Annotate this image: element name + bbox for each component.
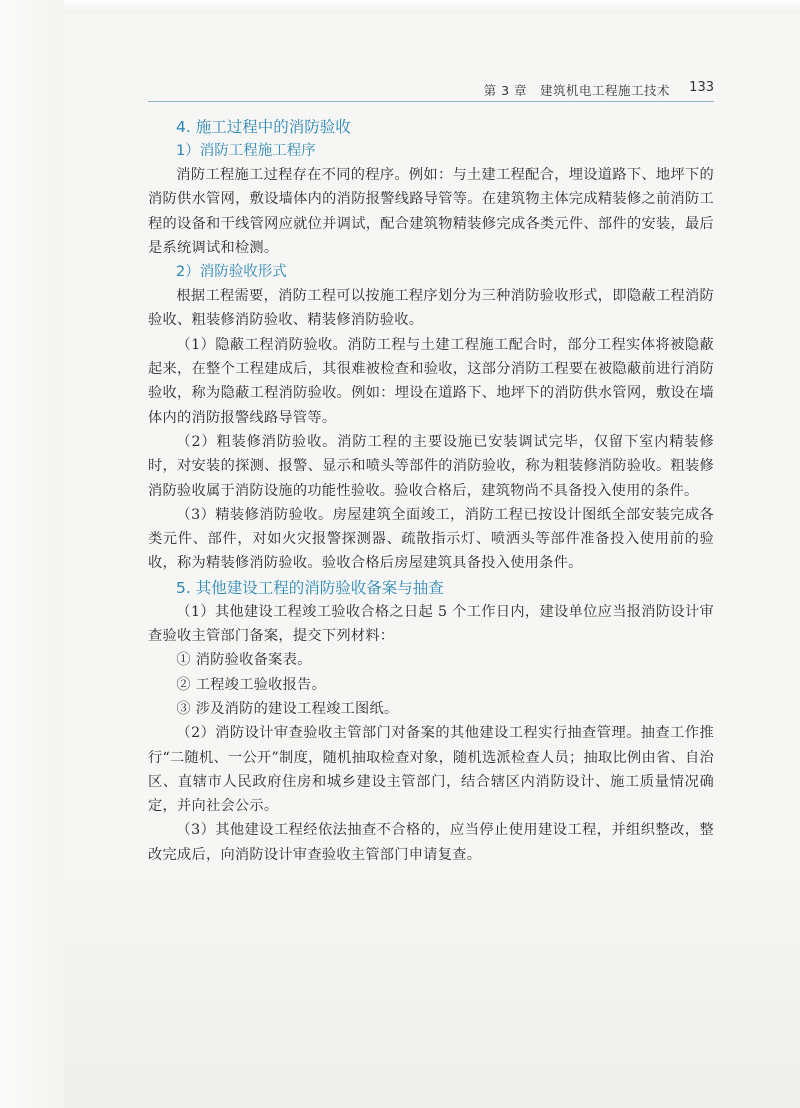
section-heading-5: 5. 其他建设工程的消防验收备案与抽查 — [176, 578, 444, 597]
page-left-margin — [0, 0, 64, 1108]
paragraph: 消防工程施工过程存在不同的程序。例如：与土建工程配合，埋设道路下、地坪下的消防供水管网，敷设墙体内的消防报警线路导管等。在建筑物主体完成精装修之前消防工程的设备和干线管网应就位并调试，配合建筑物精装修完成各类元件、部件的安装，最后是系统调试和检测。 — [148, 167, 714, 256]
list-item: ① 消防验收备案表。 — [176, 652, 312, 669]
list-item: ② 工程竣工验收报告。 — [176, 676, 327, 693]
list-item: ③ 涉及消防的建设工程竣工图纸。 — [176, 700, 399, 717]
subsection-heading-2: 2）消防验收形式 — [176, 264, 287, 281]
paragraph: （2）消防设计审查验收主管部门对备案的其他建设工程实行抽查管理。抽查工作推行“二随机、一公开”制度，随机抽取检查对象，随机选派检查人员；抽取比例由省、自治区、直辖市人民政府住房和城乡建设主管部门，结合辖区内消防设计、施工质量情况确定，并向社会公示。 — [148, 725, 714, 815]
paragraph: （3）其他建设工程经依法抽查不合格的，应当停止使用建设工程，并组织整改，整改完成后，向消防设计审查验收主管部门申请复查。 — [148, 822, 714, 863]
paragraph: （2）粗装修消防验收。消防工程的主要设施已安装调试完毕，仅留下室内精装修时，对安装的探测、报警、显示和喷头等部件的消防验收，称为粗装修消防验收。粗装修消防验收属于消防设施的功能性验收。验收合格后，建筑物尚不具备投入使用的条件。 — [148, 433, 714, 499]
paragraph: （3）精装修消防验收。房屋建筑全面竣工，消防工程已按设计图纸全部安装完成各类元件、部件，对如火灾报警探测器、疏散指示灯、喷洒头等部件准备投入使用前的验收，称为精装修消防验收。验收合格后房屋建筑具备投入使用条件。 — [148, 506, 714, 572]
paragraph: （1）隐蔽工程消防验收。消防工程与土建工程施工配合时，部分工程实体将被隐蔽起来，在整个工程建成后，其很难被检查和验收，这部分消防工程要在被隐蔽前进行消防验收，称为隐蔽工程消防验收。例如：埋设在道路下、地坪下的消防供水管网，敷设在墙体内的消防报警线路导管等。 — [148, 336, 714, 426]
subsection-heading-1: 1）消防工程施工程序 — [176, 143, 316, 159]
running-header — [148, 78, 714, 100]
paragraph: （1）其他建设工程竣工验收合格之日起 5 个工作日内，建设单位应当报消防设计审查验收主管部门备案，提交下列材料： — [148, 603, 714, 645]
header-divider — [148, 101, 714, 102]
page-top-edge — [0, 0, 800, 14]
section-heading-4: 4. 施工过程中的消防验收 — [176, 118, 351, 136]
page-bottom-shade — [64, 860, 800, 1108]
chapter-title: 第 3 章 建筑机电工程施工技术 — [483, 83, 670, 98]
page-body — [148, 115, 714, 867]
page-number: 133 — [689, 80, 714, 95]
paragraph: 根据工程需要，消防工程可以按施工程序划分为三种消防验收形式，即隐蔽工程消防验收、粗装修消防验收、精装修消防验收。 — [148, 288, 714, 329]
